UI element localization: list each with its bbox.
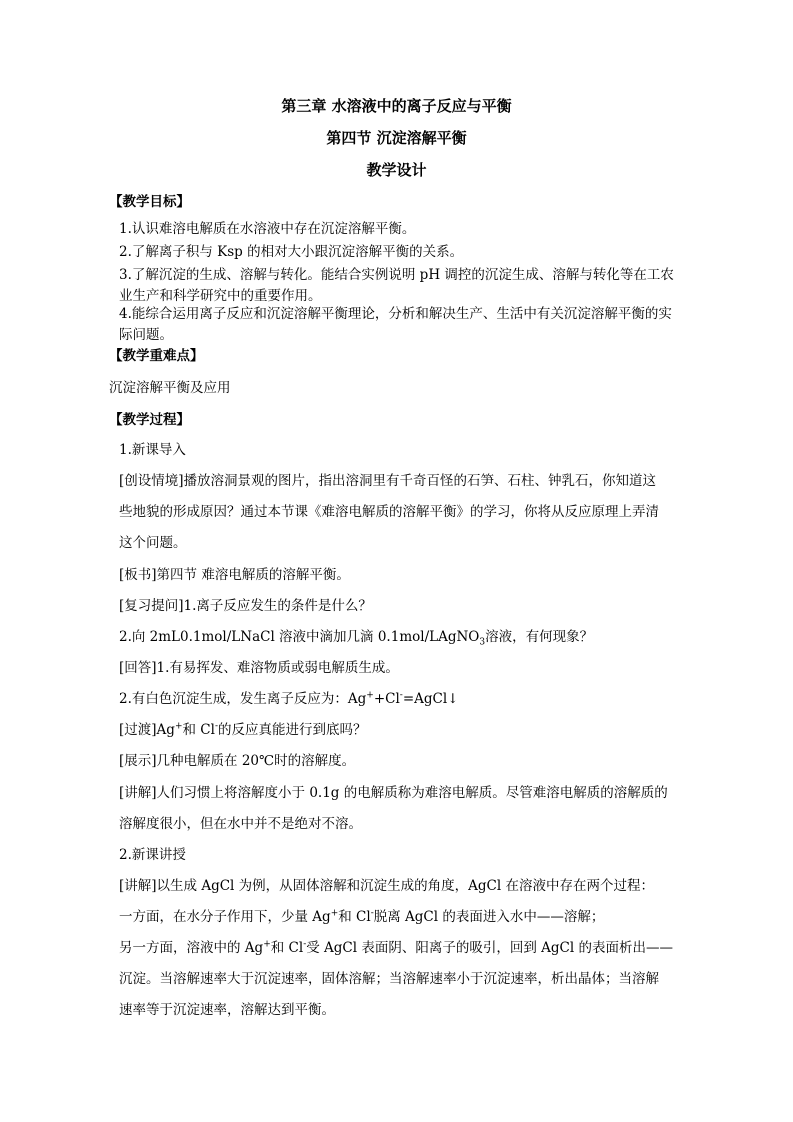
lecture-line: 沉淀。当溶解速率大于沉淀速率，固体溶解；当溶解速率小于沉淀速率，析出晶体；当溶解 [119, 971, 659, 987]
explain-line: 溶解度很小，但在水中并不是绝对不溶。 [119, 816, 362, 832]
new-lesson-title: 2.新课讲授 [119, 847, 186, 863]
superscript: + [174, 721, 183, 732]
lecture-line [119, 938, 679, 958]
superscript: - [399, 690, 403, 701]
superscript: - [370, 908, 374, 919]
answer-text: 2.有白色沉淀生成，发生离子反应为：Ag [119, 691, 367, 707]
explain-line: [讲解]人们习惯上将溶解度小于 0.1g 的电解质称为难溶电解质。尽管难溶电解质的溶解质的 [119, 785, 668, 801]
process-heading: 【教学过程】 [109, 412, 190, 428]
answer-text: =AgCl↓ [402, 691, 459, 707]
intro-title: 1.新课导入 [119, 442, 186, 458]
objective-item: 1.认识难溶电解质在水溶液中存在沉淀溶解平衡。 [119, 221, 416, 237]
lecture-text: 和 Cl [270, 940, 304, 956]
review-q2-text: 溶液，有何现象？ [485, 629, 594, 645]
superscript: + [366, 690, 374, 701]
review-question [119, 627, 679, 647]
objective-item: 3.了解沉淀的生成、溶解与转化。能结合实例说明 pH 调控的沉淀生成、溶解与转化等在工农业生产和科学研究中的重要作用。 [119, 267, 674, 304]
lecture-text: 一方面，在水分子作用下，少量 Ag [119, 909, 331, 925]
superscript: + [263, 939, 271, 950]
transition-text: [过渡]Ag [119, 722, 175, 738]
superscript: + [330, 908, 339, 919]
transition-text: 和 Cl [182, 722, 215, 738]
scenario-line: 这个问题。 [119, 535, 187, 551]
superscript: - [214, 721, 218, 732]
lecture-text: 受 AgCl 表面阴、阳离子的吸引，回到 AgCl 的表面析出—— [306, 940, 673, 956]
scenario-line: 些地貌的形成原因？通过本节课《难溶电解质的溶解平衡》的学习，你将从反应原理上弄清 [119, 504, 659, 520]
answer-line [119, 689, 679, 709]
review-q2-text: 2.向 2mL0.1mol/LNaCl 溶液中滴加几滴 0.1mol/LAgNO [119, 629, 480, 645]
objective-item: 4.能综合运用离子反应和沉淀溶解平衡理论，分析和解决生产、生活中有关沉淀溶解平衡的实际问题。 [119, 306, 672, 343]
key-points-text: 沉淀溶解平衡及应用 [109, 380, 231, 396]
scenario-line: [创设情境]播放溶洞景观的图片，指出溶洞里有千奇百怪的石笋、石柱、钟乳石，你知道这 [119, 473, 657, 489]
transition-text: 的反应真能进行到底吗？ [217, 722, 367, 738]
lecture-line [119, 907, 679, 927]
lecture-text: 另一方面，溶液中的 Ag [119, 940, 264, 956]
answer-text: +Cl [373, 691, 400, 707]
review-question: [复习提问]1.离子反应发生的条件是什么？ [119, 598, 372, 614]
subscript: 3 [479, 637, 486, 648]
answer-line: [回答]1.有易挥发、难溶物质或弱电解质生成。 [119, 660, 399, 676]
transition-line [119, 720, 679, 740]
objectives-heading: 【教学目标】 [109, 194, 190, 210]
board-note: [板书]第四节 难溶电解质的溶解平衡。 [119, 567, 350, 583]
show-line: [展示]几种电解质在 20℃时的溶解度。 [119, 753, 356, 769]
lecture-text: 和 Cl [338, 909, 371, 925]
lecture-line: 速率等于沉淀速率，溶解达到平衡。 [119, 1002, 335, 1018]
objective-item: 2.了解离子积与 Ksp 的相对大小跟沉淀溶解平衡的关系。 [119, 244, 464, 260]
superscript: - [303, 939, 307, 950]
lecture-line: [讲解]以生成 AgCl 为例，从固体溶解和沉淀生成的角度，AgCl 在溶液中存在两个过程： [119, 878, 654, 894]
lecture-text: 脱离 AgCl 的表面进入水中——溶解； [373, 909, 605, 925]
design-title: 教学设计 [366, 161, 427, 179]
chapter-title: 第三章 水溶液中的离子反应与平衡 [281, 97, 512, 115]
key-points-heading: 【教学重难点】 [109, 348, 204, 364]
section-title: 第四节 沉淀溶解平衡 [326, 129, 467, 147]
